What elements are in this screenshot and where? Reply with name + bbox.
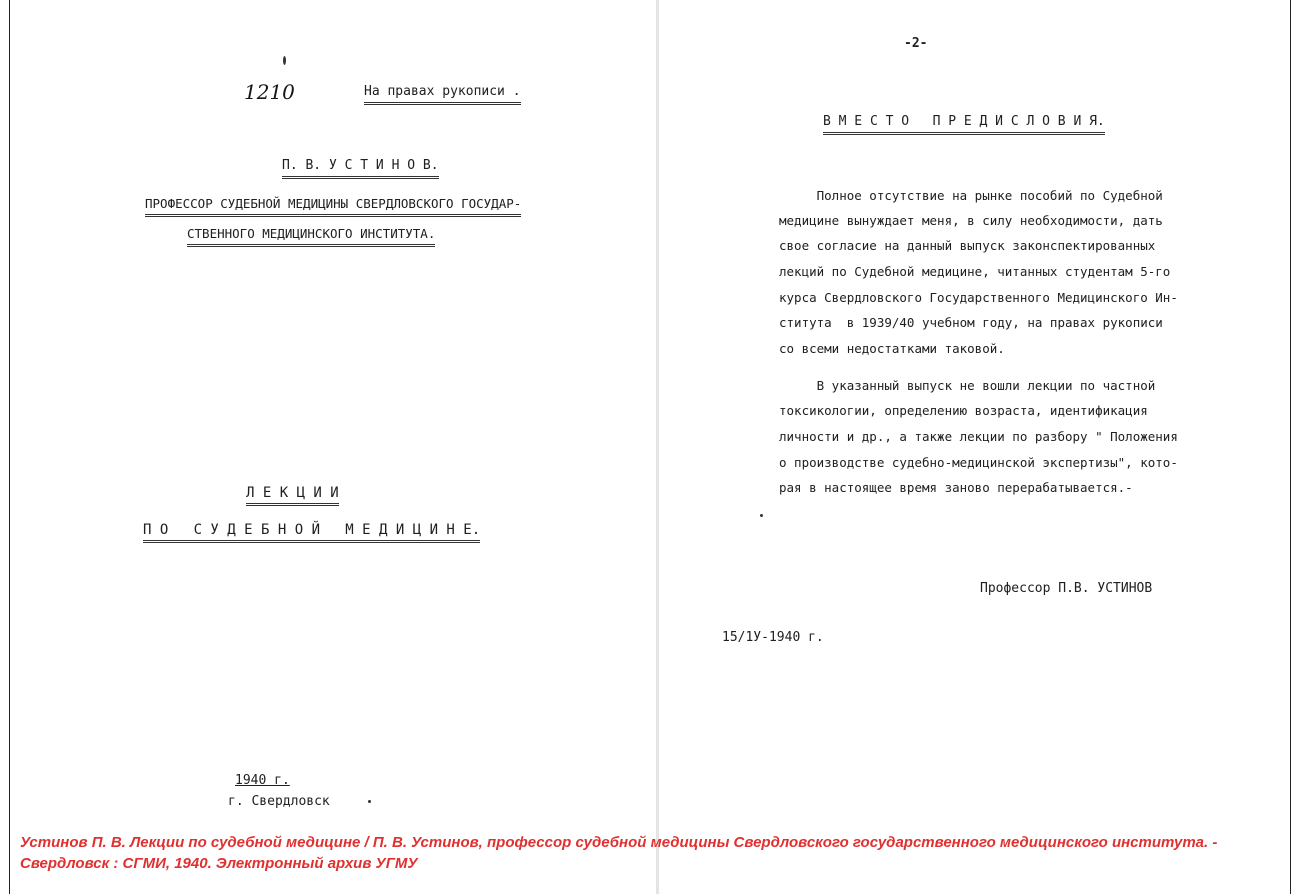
left-border-line bbox=[9, 0, 10, 894]
paragraph1-line: свое согласие на данный выпуск законспектированных bbox=[779, 238, 1156, 253]
author-name: П. В. У С Т И Н О В. bbox=[282, 158, 439, 179]
paragraph1-line: медицине вынуждает меня, в силу необходимости, дать bbox=[779, 213, 1163, 228]
signature: Профессор П.В. УСТИНОВ bbox=[980, 581, 1153, 596]
paragraph1-line: курса Свердловского Государственного Медицинского Ин- bbox=[779, 290, 1178, 305]
ink-speck bbox=[368, 800, 371, 803]
page-mark bbox=[283, 56, 286, 65]
publication-city: г. Свердловск bbox=[228, 794, 330, 809]
paragraph1-line: лекций по Судебной медицине, читанных студентам 5-го bbox=[779, 264, 1171, 279]
paragraph1-line: со всеми недостатками таковой. bbox=[779, 341, 1005, 356]
paragraph1-line: ститута в 1939/40 учебном году, на правах рукописи bbox=[779, 315, 1163, 330]
paragraph1-line: Полное отсутствие на рынке пособий по Судебной bbox=[779, 188, 1163, 203]
page-number: -2- bbox=[904, 36, 928, 51]
author-title-line1: ПРОФЕССОР СУДЕБНОЙ МЕДИЦИНЫ СВЕРДЛОВСКОГО ГОСУДАР- bbox=[145, 196, 521, 217]
right-border-line bbox=[1290, 0, 1291, 894]
catalog-caption: Устинов П. В. Лекции по судебной медицине / П. В. Устинов, профессор судебной медицины Свердловского государственного медицинского института. - Свердловск : СГМИ, 1940. Электронный архив УГМУ bbox=[20, 834, 1218, 872]
foreword-heading: В М Е С Т О П Р Е Д И С Л О В И Я. bbox=[823, 114, 1105, 135]
archive-number: 1210 bbox=[244, 80, 295, 104]
paragraph2-line: токсикологии, определению возраста, идентификация bbox=[779, 403, 1148, 418]
author-title-line2: СТВЕННОГО МЕДИЦИНСКОГО ИНСТИТУТА. bbox=[187, 226, 435, 247]
ink-speck bbox=[760, 514, 763, 517]
paragraph2-line: о производстве судебно-медицинской экспертизы", кото- bbox=[779, 455, 1178, 470]
paragraph2-line: личности и др., а также лекции по разбору " Положения bbox=[779, 429, 1178, 444]
paragraph2-line: рая в настоящее время заново перерабатывается.- bbox=[779, 480, 1133, 495]
document-date: 15/1У-1940 г. bbox=[722, 630, 824, 645]
lectures-subtitle: П О С У Д Е Б Н О Й М Е Д И Ц И Н Е. bbox=[143, 522, 480, 543]
lectures-title: Л Е К Ц И И bbox=[246, 485, 339, 506]
paragraph2-line: В указанный выпуск не вошли лекции по частной bbox=[779, 378, 1156, 393]
rights-note: На правах рукописи . bbox=[364, 84, 521, 105]
publication-year: 1940 г. bbox=[235, 773, 290, 788]
